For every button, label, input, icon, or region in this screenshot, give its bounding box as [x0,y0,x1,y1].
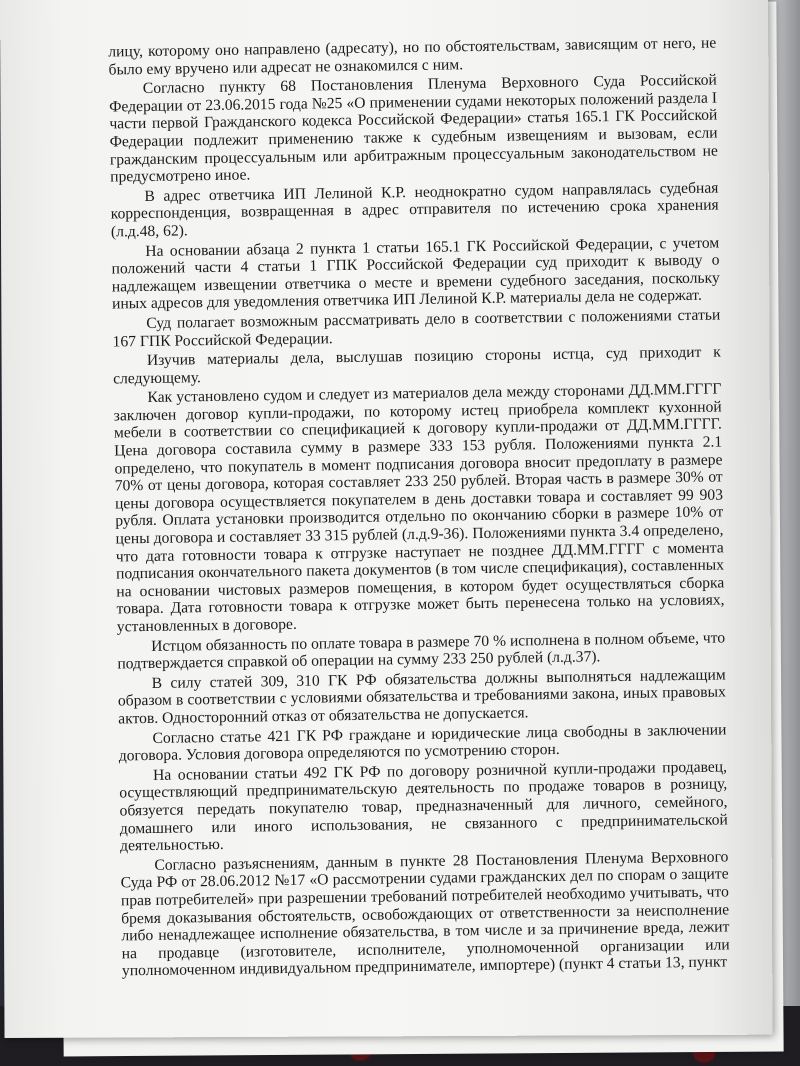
paragraph: Согласно разъяснениям, данным в пункте 28 Постановления Пленума Верховного Суда РФ от 28.06.2012 №17 «О рассмотрении судами гражданских дел по спорам о защите прав потребителей» при разрешении требований потребителей необходимо учитывать, что бремя доказывания обстоятельств, освобождающих от ответственности за неисполнение либо ненадлежащее исполнение обязательства, в том числе и за причинение вреда, лежит на продавце (изготовителе, исполнителе, уполномоченной организации или уполномоченном индивидуальном предпринимателе, импортере) (пункт 4 статьи 13, пункт [120,848,730,980]
paragraph: Суд полагает возможным рассматривать дело в соответствии с положениями статьи 167 ГПК Российской Федерации. [112,306,721,350]
paragraph: В адрес ответчика ИП Лелиной К.Р. неоднократно судом направлялась судебная корреспонденция, возвращенная в адрес отправителя по истечению срока хранения (л.д.48, 62). [110,179,719,241]
paragraph: Изучив материалы дела, выслушав позицию стороны истца, суд приходит к следующему. [113,343,721,388]
paragraph: Как установлено судом и следует из материалов дела между сторонами ДД.ММ.ГГГГ заключен договор купли-продажи, по которому истец приобрела комплект кухонной мебели в соответствии со спецификацией к договору купли-продажи от ДД.ММ.ГГГГ. Цена договора составила сумму в размере 333 153 рубля. Положениями пункта 2.1 определено, что покупатель в момент подписания договора вносит предоплату в размере 70% от цены договора, которая составляет 233 250 рублей. Вторая часть в размере 30% от цены договора осуществляется покупателем в день доставки товара и составляет 99 903 рубля. Оплата установки производится отдельно по окончанию сборки в размере 10% от цены договора и составляет 33 315 рублей (л.д.9-36). Положениями пункта 3.4 определено, что дата готовности товара к отгрузке наступает не позднее ДД.ММ.ГГГГ с момента подписания окончательного пакета документов (в том числе спецификация), составленных на основании чистовых размеров помещения, в котором будет осуществляться сборка товара. Дата готовности товара к отгрузке может быть перенесена только на условиях, установленных в договоре. [113,380,725,636]
paragraph: В силу статей 309, 310 ГК РФ обязательства должны выполняться надлежащим образом в соответствии с условиями обязательства и требованиями закона, иных правовых актов. Односторонний отказ от обязательства не допускается. [117,666,727,728]
paragraph: Согласно пункту 68 Постановления Пленума Верховного Суда Российской Федерации от 23.06.2015 года №25 «О применении судами некоторых положений раздела I части первой Гражданского кодекса Российской Федерации» статья 165.1 ГК Российской Федерации подлежит применению также к судебным извещениям и вызовам, если гражданским процессуальным или арбитражным процессуальным законодательством не предусмотрено иное. [109,71,718,186]
paragraph-continuation: лицу, которому оно направлено (адресату), но по обстоятельствам, зависящим от него, не было ему вручено или адресат не ознакомился с ним. [108,34,717,79]
paragraph: Согласно статье 421 ГК РФ граждане и юридические лица свободны в заключении договора. Условия договора определяются по усмотрению сторон. [118,720,727,765]
document-body [108,35,730,983]
paragraph: На основании статьи 492 ГК РФ по договору розничной купли-продажи продавец, осуществляющий предпринимательскую деятельность по продаже товаров в розницу, обязуется передать покупателю товар, предназначенный для личного, семейного, домашнего или иного использования, не связанного с предпринимательской деятельностью. [119,758,728,855]
paragraph: На основании абзаца 2 пункта 1 статьи 165.1 ГК Российской Федерации, с учетом положений части 4 статьи 1 ГПК Российской Федерации суд приходит к выводу о надлежащем извещении ответчика о месте и времени судебного заседания, поскольку иных адресов для уведомления ответчика ИП Лелиной К.Р. материалы дела не содержат. [111,234,720,313]
paragraph: Истцом обязанность по оплате товара в размере 70 % исполнена в полном объеме, что подтверждается справкой об операции на сумму 233 250 рублей (л.д.37). [117,629,726,673]
